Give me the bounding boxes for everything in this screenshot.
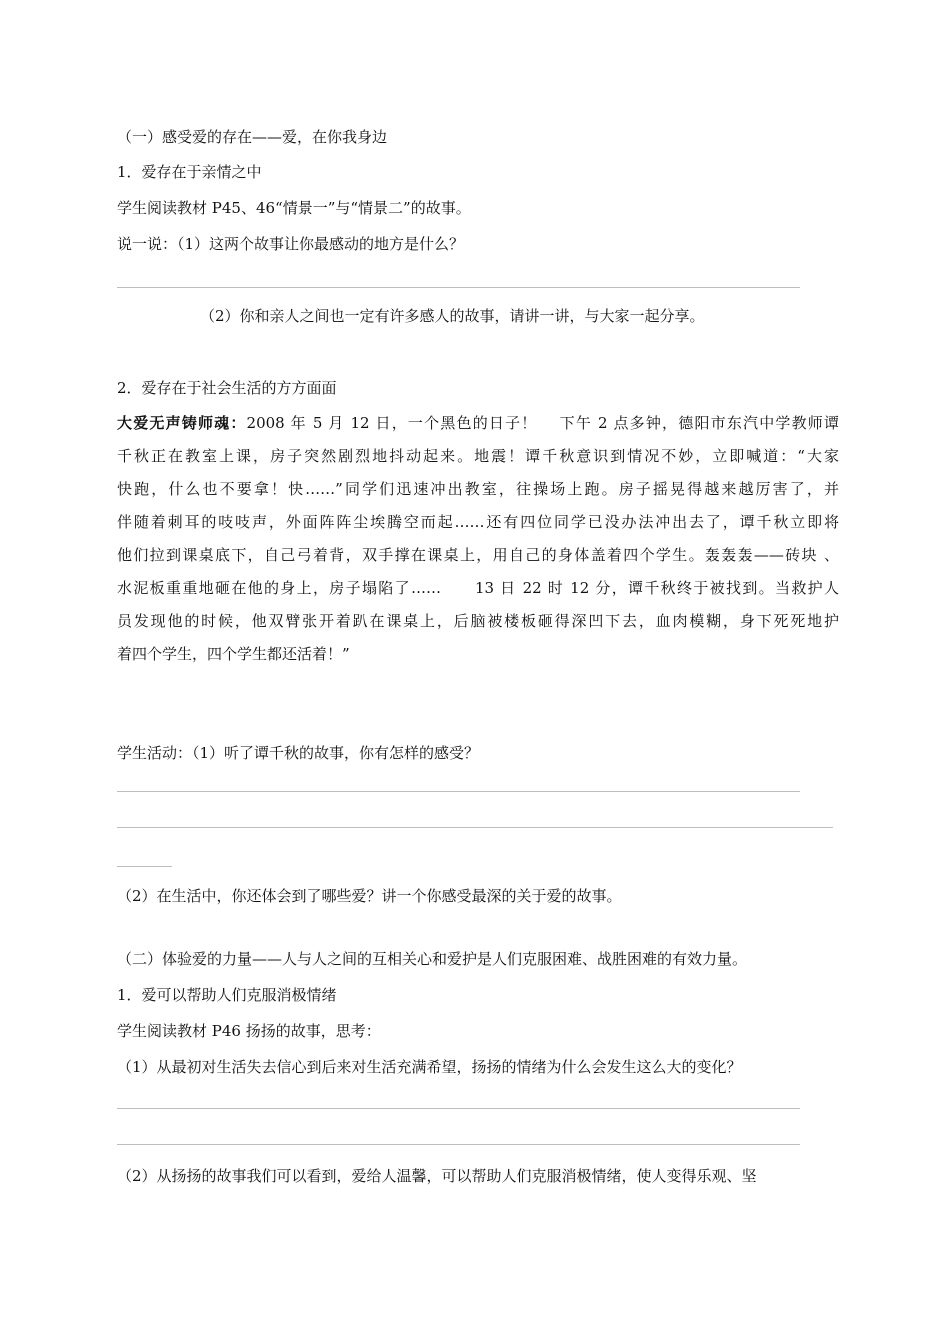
section2-item1-title: 1．爱可以帮助人们克服消极情绪 (117, 986, 337, 1004)
item1-reading: 学生阅读教材 P45、46“情景一”与“情景二”的故事。 (117, 199, 471, 217)
section2-item1-reading: 学生阅读教材 P46 扬扬的故事，思考： (117, 1022, 381, 1040)
story-line: 2008 年 5 月 12 日，一个黑色的日子！ 下午 2 点多钟，德阳市东汽中学教师谭 (246, 414, 839, 432)
story-paragraph (117, 407, 839, 671)
story-line: 着四个学生，四个学生都还活着！” (117, 645, 350, 663)
answer-line (117, 827, 833, 828)
section2-question-1: （1）从最初对生活失去信心到后来对生活充满希望，扬扬的情绪为什么会发生这么大的变化？ (117, 1058, 742, 1076)
story-line: 员发现他的时候，他双臂张开着趴在课桌上，后脑被楼板砸得深凹下去，血肉模糊，身下死死地护 (117, 612, 839, 630)
section2-heading: （二）体验爱的力量——人与人之间的互相关心和爱护是人们克服困难、战胜困难的有效力量。 (117, 950, 748, 968)
story-line: 水泥板重重地砸在他的身上，房子塌陷了…… 13 日 22 时 12 分，谭千秋终于被找到。当救护人 (117, 579, 839, 597)
answer-line (117, 866, 172, 867)
story-line: 伴随着刺耳的吱吱声，外面阵阵尘埃腾空而起……还有四位同学已没办法冲出去了，谭千秋立即将 (117, 513, 839, 531)
answer-line (117, 287, 800, 288)
story-line: 快跑，什么也不要拿！快……”同学们迅速冲出教室，往操场上跑。房子摇晃得越来越厉害了，并 (117, 480, 839, 498)
item1-question-2: （2）你和亲人之间也一定有许多感人的故事，请讲一讲，与大家一起分享。 (200, 307, 705, 325)
section1-heading: （一）感受爱的存在——爱，在你我身边 (117, 128, 388, 146)
item2-title: 2．爱存在于社会生活的方方面面 (117, 379, 337, 397)
story-line: 千秋正在教室上课，房子突然剧烈地抖动起来。地震！谭千秋意识到情况不妙，立即喊道：“大家 (117, 447, 839, 465)
answer-line (117, 791, 800, 792)
activity-question-1: 学生活动：（1）听了谭千秋的故事，你有怎样的感受？ (117, 744, 480, 762)
answer-line (117, 1108, 800, 1109)
section2-question-2: （2）从扬扬的故事我们可以看到，爱给人温馨，可以帮助人们克服消极情绪，使人变得乐观、坚 (117, 1167, 757, 1185)
answer-line (117, 1144, 800, 1145)
story-line: 他们拉到课桌底下，自己弓着背，双手撑在课桌上，用自己的身体盖着四个学生。轰轰轰——砖块 、 (117, 546, 839, 564)
story-title: 大爱无声铸师魂： (117, 414, 247, 432)
story-row (117, 407, 839, 440)
item1-title: 1．爱存在于亲情之中 (117, 163, 262, 181)
item1-question-1: 说一说：（1）这两个故事让你最感动的地方是什么？ (117, 235, 465, 253)
activity-question-2: （2）在生活中，你还体会到了哪些爱？讲一个你感受最深的关于爱的故事。 (117, 887, 622, 905)
